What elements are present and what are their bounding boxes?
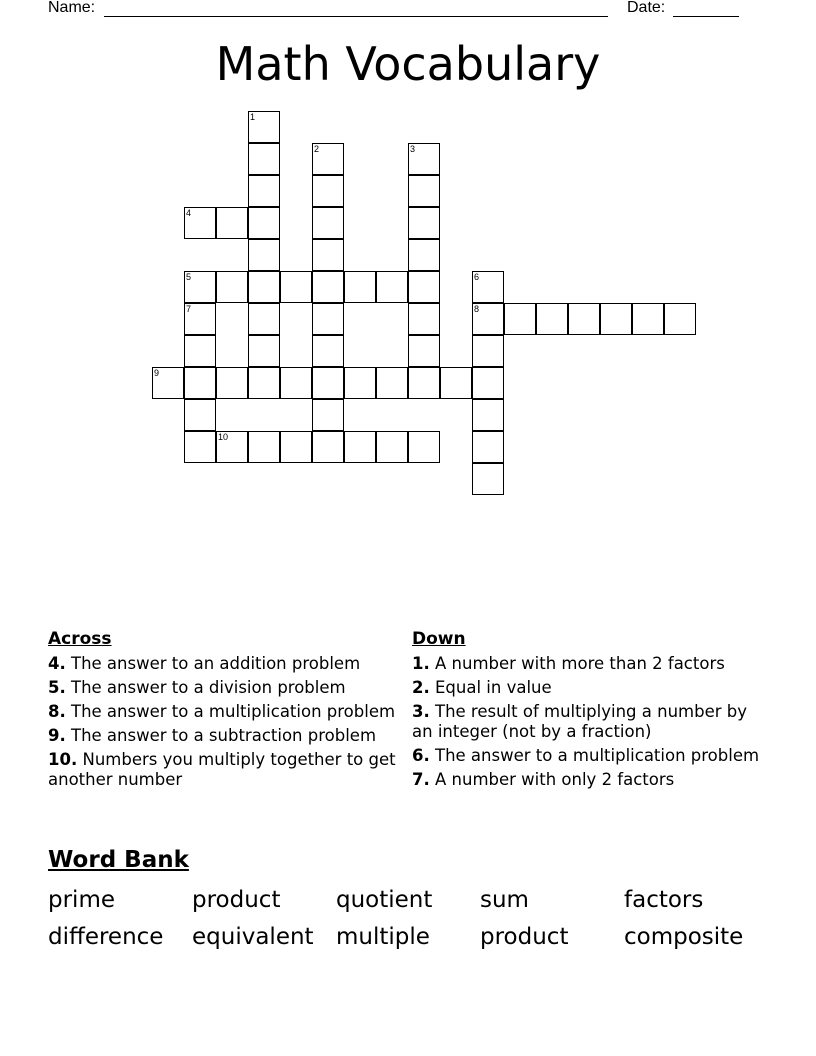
- across-heading: Across: [48, 629, 112, 649]
- crossword-cell[interactable]: [536, 303, 568, 335]
- down-clue: [412, 770, 762, 790]
- down-clue-list: [412, 654, 762, 790]
- crossword-cell[interactable]: [344, 367, 376, 399]
- clue-number: 8: [474, 304, 480, 314]
- crossword-cell[interactable]: [408, 431, 440, 463]
- clue-number: 3.: [412, 702, 430, 721]
- crossword-cell[interactable]: [376, 431, 408, 463]
- clue-number: 3: [410, 144, 416, 154]
- crossword-cell[interactable]: [344, 431, 376, 463]
- down-clue: [412, 702, 762, 742]
- word-bank-item: composite: [624, 924, 744, 950]
- crossword-cell[interactable]: [408, 143, 440, 175]
- clue-text: The answer to a subtraction problem: [65, 726, 377, 745]
- crossword-cell[interactable]: [312, 335, 344, 367]
- across-clues: [48, 628, 398, 794]
- crossword-cell[interactable]: [312, 239, 344, 271]
- crossword-cell[interactable]: [248, 207, 280, 239]
- crossword-cell[interactable]: [472, 271, 504, 303]
- across-clue: [48, 702, 398, 722]
- crossword-cell[interactable]: [248, 143, 280, 175]
- crossword-cell[interactable]: [280, 271, 312, 303]
- across-clue: [48, 750, 398, 790]
- crossword-cell[interactable]: [312, 431, 344, 463]
- crossword-cell[interactable]: [472, 431, 504, 463]
- crossword-grid: [0, 0, 816, 480]
- word-bank-item: difference: [48, 924, 164, 950]
- crossword-cell[interactable]: [184, 367, 216, 399]
- crossword-cell[interactable]: [184, 271, 216, 303]
- crossword-cell[interactable]: [376, 271, 408, 303]
- crossword-cell[interactable]: [216, 271, 248, 303]
- crossword-cell[interactable]: [312, 207, 344, 239]
- crossword-cell[interactable]: [280, 431, 312, 463]
- crossword-cell[interactable]: [440, 367, 472, 399]
- crossword-cell[interactable]: [312, 367, 344, 399]
- crossword-cell[interactable]: [184, 303, 216, 335]
- crossword-cell[interactable]: [184, 335, 216, 367]
- across-clue: [48, 654, 398, 674]
- clue-number: 1: [250, 112, 256, 122]
- crossword-cell[interactable]: [312, 271, 344, 303]
- word-bank-item: product: [480, 924, 569, 950]
- word-bank-item: multiple: [336, 924, 430, 950]
- crossword-cell[interactable]: [312, 143, 344, 175]
- crossword-cell[interactable]: [184, 207, 216, 239]
- crossword-cell[interactable]: [216, 207, 248, 239]
- clue-number: 2: [314, 144, 320, 154]
- word-bank-item: factors: [624, 887, 704, 913]
- crossword-cell[interactable]: [216, 431, 248, 463]
- clue-number: 7: [186, 304, 192, 314]
- crossword-cell[interactable]: [376, 367, 408, 399]
- clue-text: The answer to a multiplication problem: [65, 702, 396, 721]
- crossword-cell[interactable]: [152, 367, 184, 399]
- clue-text: A number with only 2 factors: [429, 770, 675, 789]
- clue-number: 5: [186, 272, 192, 282]
- clue-number: 5.: [48, 678, 66, 697]
- across-clue: [48, 726, 398, 746]
- crossword-cell[interactable]: [408, 303, 440, 335]
- clue-text: The answer to an addition problem: [65, 654, 361, 673]
- clue-number: 10: [218, 432, 229, 442]
- crossword-cell[interactable]: [248, 239, 280, 271]
- crossword-cell[interactable]: [408, 367, 440, 399]
- clue-number: 9.: [48, 726, 66, 745]
- crossword-cell[interactable]: [312, 303, 344, 335]
- crossword-cell[interactable]: [632, 303, 664, 335]
- crossword-cell[interactable]: [408, 335, 440, 367]
- crossword-cell[interactable]: [312, 399, 344, 431]
- clue-number: 4.: [48, 654, 66, 673]
- clue-number: 6.: [412, 746, 430, 765]
- word-bank-item: product: [192, 887, 281, 913]
- clue-text: Equal in value: [429, 678, 552, 697]
- clue-number: 4: [186, 208, 192, 218]
- crossword-cell[interactable]: [504, 303, 536, 335]
- crossword-cell[interactable]: [408, 271, 440, 303]
- word-bank-title: Word Bank: [48, 847, 189, 873]
- clue-number: 7.: [412, 770, 430, 789]
- crossword-cell[interactable]: [248, 431, 280, 463]
- across-clue-list: [48, 654, 398, 790]
- clue-number: 8.: [48, 702, 66, 721]
- crossword-cell[interactable]: [248, 271, 280, 303]
- crossword-cell[interactable]: [568, 303, 600, 335]
- crossword-cell[interactable]: [248, 367, 280, 399]
- clue-number: 6: [474, 272, 480, 282]
- crossword-cell[interactable]: [664, 303, 696, 335]
- across-clue: [48, 678, 398, 698]
- word-bank-item: sum: [480, 887, 529, 913]
- crossword-cell[interactable]: [312, 175, 344, 207]
- word-bank-item: quotient: [336, 887, 433, 913]
- word-bank-item: equivalent: [192, 924, 314, 950]
- clue-text: Numbers you multiply together to get another number: [48, 750, 396, 789]
- clue-text: The answer to a multiplication problem: [429, 746, 760, 765]
- crossword-cell[interactable]: [472, 367, 504, 399]
- down-clues: [412, 628, 762, 794]
- crossword-cell[interactable]: [472, 399, 504, 431]
- clue-text: A number with more than 2 factors: [429, 654, 725, 673]
- clue-number: 2.: [412, 678, 430, 697]
- down-clue: [412, 746, 762, 766]
- crossword-cell[interactable]: [280, 367, 312, 399]
- word-bank: [48, 882, 768, 956]
- clue-text: The result of multiplying a number by an integer (not by a fraction): [412, 702, 747, 741]
- page-title: Math Vocabulary: [215, 37, 601, 91]
- crossword-cell[interactable]: [472, 335, 504, 367]
- crossword-cell[interactable]: [184, 431, 216, 463]
- crossword-cell[interactable]: [248, 335, 280, 367]
- crossword-cell[interactable]: [216, 367, 248, 399]
- date-label: Date:: [627, 0, 666, 16]
- down-clue: [412, 654, 762, 674]
- crossword-cell[interactable]: [472, 303, 504, 335]
- crossword-cell[interactable]: [408, 175, 440, 207]
- word-bank-item: prime: [48, 887, 116, 913]
- clue-number: 1.: [412, 654, 430, 673]
- clue-text: The answer to a division problem: [65, 678, 346, 697]
- clue-number: 9: [154, 368, 160, 378]
- crossword-cell[interactable]: [248, 111, 280, 143]
- crossword-cell[interactable]: [408, 239, 440, 271]
- crossword-cell[interactable]: [184, 399, 216, 431]
- crossword-cell[interactable]: [248, 303, 280, 335]
- crossword-cell[interactable]: [472, 463, 504, 495]
- crossword-cell[interactable]: [248, 175, 280, 207]
- crossword-cell[interactable]: [344, 271, 376, 303]
- down-clue: [412, 678, 762, 698]
- name-label: Name:: [48, 0, 96, 16]
- down-heading: Down: [412, 629, 466, 649]
- crossword-cell[interactable]: [600, 303, 632, 335]
- clue-number: 10.: [48, 750, 78, 769]
- crossword-cell[interactable]: [408, 207, 440, 239]
